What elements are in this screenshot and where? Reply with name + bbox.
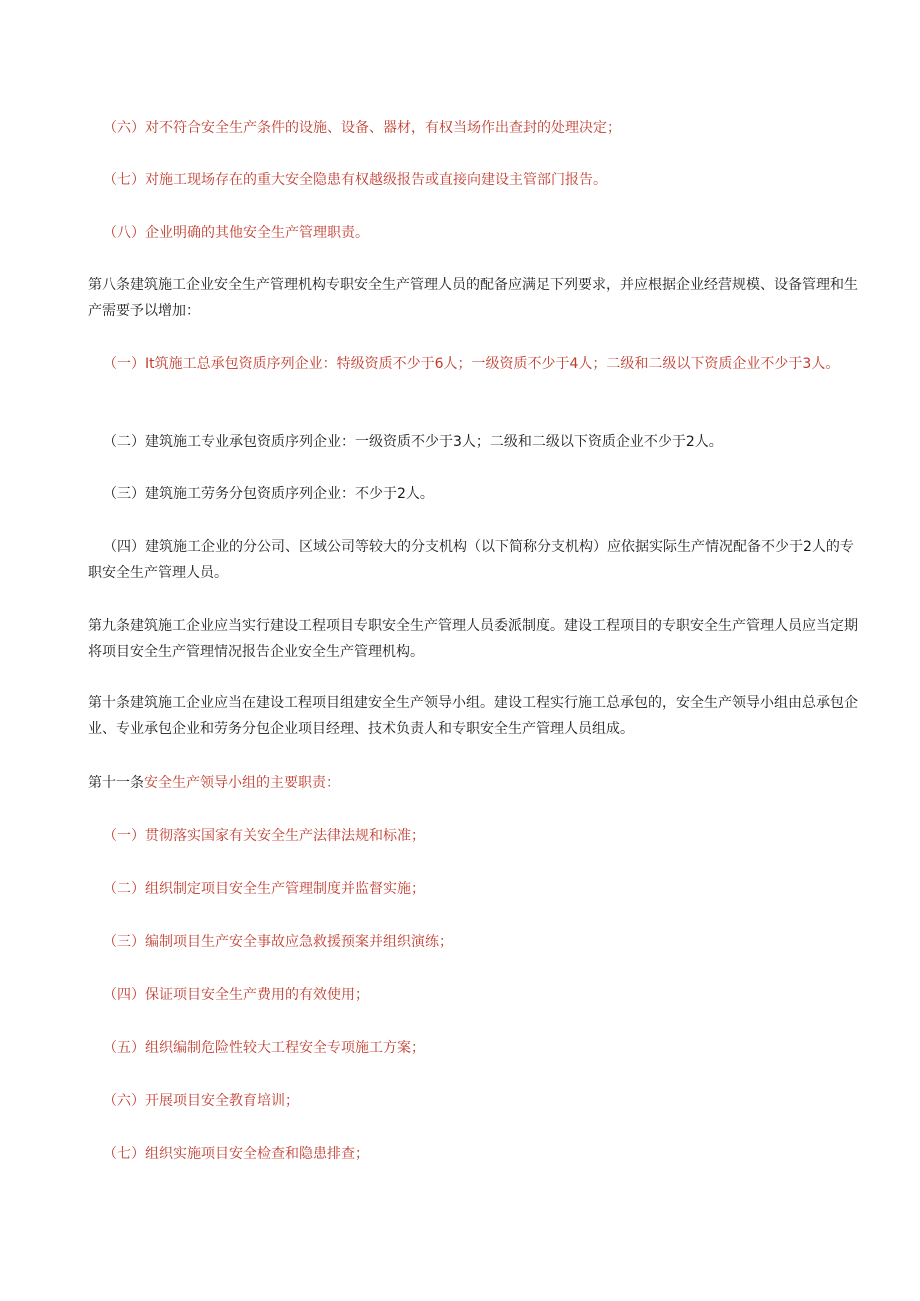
- item-eight-other-duties: （八）企业明确的其他安全生产管理职责。: [103, 225, 369, 241]
- article-nine: 第九条建筑施工企业应当实行建设工程项目专职安全生产管理人员委派制度。建设工程项目的专职安全生产管理人员应当定期将项目安全生产管理情况报告企业安全生产管理机构。: [88, 618, 858, 660]
- article-eleven-heading: [88, 770, 866, 796]
- duty-item-one: （一）贯彻落实国家有关安全生产法律法规和标准；: [103, 828, 425, 844]
- duty-item-three: （三）编制项目生产安全事故应急救援预案并组织演练；: [103, 934, 453, 950]
- duty-item-five: （五）组织编制危险性较大工程安全专项施工方案；: [103, 1040, 425, 1056]
- article-eight-staffing: 第八条建筑施工企业安全生产管理机构专职安全生产管理人员的配备应满足下列要求，并应根据企业经营规模、设备管理和生产需要予以增加：: [88, 277, 858, 319]
- article-eight-item-one: （一）It筑施工总承包资质序列企业：特级资质不少于6人；一级资质不少于4人；二级和二级以下资质企业不少于3人。: [103, 356, 840, 372]
- article-eleven-label: 第十一条: [88, 775, 144, 791]
- article-eleven-title: 安全生产领导小组的主要职责：: [144, 775, 340, 791]
- duty-item-seven: （七）组织实施项目安全检查和隐患排查；: [103, 1146, 369, 1162]
- duty-item-four: （四）保证项目安全生产费用的有效使用；: [103, 987, 369, 1003]
- article-eight-item-three: （三）建筑施工劳务分包资质序列企业：不少于2人。: [103, 486, 434, 502]
- article-eight-item-four: （四）建筑施工企业的分公司、区域公司等较大的分支机构（以下简称分支机构）应依据实际生产情况配备不少于2人的专职安全生产管理人员。: [88, 539, 854, 581]
- duty-item-six: （六）开展项目安全教育培训；: [103, 1093, 299, 1109]
- duty-item-two: （二）组织制定项目安全生产管理制度并监督实施；: [103, 881, 425, 897]
- article-eight-item-two: （二）建筑施工专业承包资质序列企业：一级资质不少于3人；二级和二级以下资质企业不少于2人。: [103, 434, 723, 450]
- article-ten: 第十条建筑施工企业应当在建设工程项目组建安全生产领导小组。建设工程实行施工总承包的，安全生产领导小组由总承包企业、专业承包企业和劳务分包企业项目经理、技术负责人和专职安全生产管理人员组成。: [88, 695, 858, 737]
- item-six-seal-decision: （六）对不符合安全生产条件的设施、设备、器材，有权当场作出查封的处理决定；: [103, 120, 621, 136]
- item-seven-report-hazard: （七）对施工现场存在的重大安全隐患有权越级报告或直接向建设主管部门报告。: [103, 172, 607, 188]
